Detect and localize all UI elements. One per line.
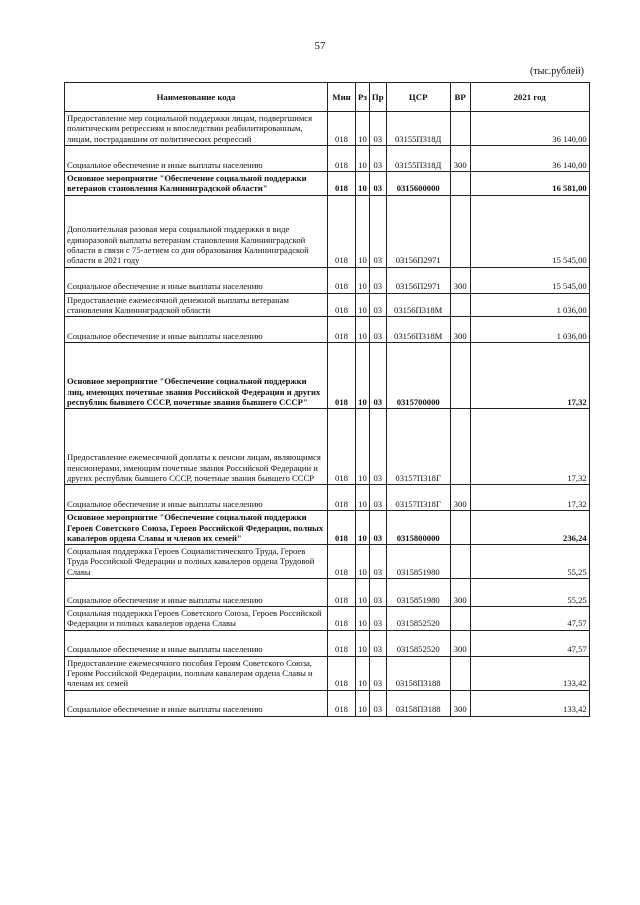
row-min: 018 xyxy=(328,171,356,195)
row-min: 018 xyxy=(328,195,356,267)
row-amount: 17,32 xyxy=(470,343,589,409)
row-amount: 133,42 xyxy=(470,656,589,690)
row-csr: 03157П318Г xyxy=(386,409,450,485)
row-min: 018 xyxy=(328,630,356,656)
row-csr: 03157П318Г xyxy=(386,485,450,511)
header-vr: ВР xyxy=(450,83,470,112)
row-pr: 03 xyxy=(369,545,386,579)
row-amount: 47,57 xyxy=(470,607,589,631)
row-amount: 15 545,00 xyxy=(470,195,589,267)
table-row xyxy=(65,145,590,171)
row-pr: 03 xyxy=(369,267,386,293)
row-csr: 03156П318М xyxy=(386,317,450,343)
row-vr xyxy=(450,195,470,267)
row-rz: 10 xyxy=(356,293,370,317)
row-rz: 10 xyxy=(356,690,370,716)
row-vr xyxy=(450,545,470,579)
row-rz: 10 xyxy=(356,485,370,511)
row-name: Социальное обеспечение и иные выплаты населению xyxy=(65,690,328,716)
row-rz: 10 xyxy=(356,545,370,579)
row-amount: 36 140,00 xyxy=(470,145,589,171)
row-amount: 16 581,00 xyxy=(470,171,589,195)
row-amount: 236,24 xyxy=(470,511,589,545)
row-amount: 17,32 xyxy=(470,485,589,511)
row-csr: 0315800000 xyxy=(386,511,450,545)
header-csr: ЦСР xyxy=(386,83,450,112)
row-vr: 300 xyxy=(450,630,470,656)
row-csr: 0315851980 xyxy=(386,545,450,579)
table-row xyxy=(65,630,590,656)
row-name: Основное мероприятие "Обеспечение социальной поддержки ветеранов становления Калининградской области" xyxy=(65,171,328,195)
row-csr: 0315600000 xyxy=(386,171,450,195)
header-rz: Рз xyxy=(356,83,370,112)
row-min: 018 xyxy=(328,690,356,716)
budget-table xyxy=(64,82,590,717)
row-amount: 36 140,00 xyxy=(470,112,589,146)
row-vr xyxy=(450,656,470,690)
row-name: Социальное обеспечение и иные выплаты населению xyxy=(65,317,328,343)
table-row xyxy=(65,579,590,607)
row-rz: 10 xyxy=(356,112,370,146)
table-row xyxy=(65,171,590,195)
row-vr xyxy=(450,511,470,545)
row-pr: 03 xyxy=(369,485,386,511)
table-row xyxy=(65,511,590,545)
table-row xyxy=(65,545,590,579)
row-name: Социальная поддержка Героев Социалистического Труда, Героев Труда Российской Федерации и полных кавалеров ордена Трудовой Славы xyxy=(65,545,328,579)
row-min: 018 xyxy=(328,112,356,146)
table-row xyxy=(65,690,590,716)
row-pr: 03 xyxy=(369,630,386,656)
row-vr xyxy=(450,112,470,146)
row-vr: 300 xyxy=(450,579,470,607)
row-name: Предоставление ежемесячной доплаты к пенсии лицам, являющимся пенсионерами, имеющим почетные звания Российской Федерации и других республик бывшего СССР, почетные звания бывшего СССР xyxy=(65,409,328,485)
row-min: 018 xyxy=(328,409,356,485)
row-min: 018 xyxy=(328,317,356,343)
row-pr: 03 xyxy=(369,607,386,631)
row-name: Социальное обеспечение и иные выплаты населению xyxy=(65,485,328,511)
row-pr: 03 xyxy=(369,293,386,317)
unit-label: (тыс.рублей) xyxy=(529,66,584,77)
row-name: Социальное обеспечение и иные выплаты населению xyxy=(65,267,328,293)
row-amount: 47,57 xyxy=(470,630,589,656)
row-pr: 03 xyxy=(369,195,386,267)
header-year: 2021 год xyxy=(470,83,589,112)
row-csr: 03156П318М xyxy=(386,293,450,317)
row-rz: 10 xyxy=(356,343,370,409)
row-name: Основное мероприятие "Обеспечение социальной поддержки Героев Советского Союза, Героев Российской Федерации, полных кавалеров ордена Славы и членов их семей" xyxy=(65,511,328,545)
row-csr: 0315700000 xyxy=(386,343,450,409)
row-amount: 1 036,00 xyxy=(470,293,589,317)
row-name: Предоставление ежемесячной денежной выплаты ветеранам становления Калининградской области xyxy=(65,293,328,317)
row-rz: 10 xyxy=(356,656,370,690)
row-csr: 03158П3188 xyxy=(386,690,450,716)
table-row xyxy=(65,656,590,690)
row-rz: 10 xyxy=(356,317,370,343)
row-rz: 10 xyxy=(356,409,370,485)
table-row xyxy=(65,343,590,409)
row-rz: 10 xyxy=(356,195,370,267)
row-amount: 55,25 xyxy=(470,545,589,579)
row-min: 018 xyxy=(328,607,356,631)
header-min: Мин xyxy=(328,83,356,112)
row-name: Социальное обеспечение и иные выплаты населению xyxy=(65,145,328,171)
row-min: 018 xyxy=(328,485,356,511)
row-amount: 133,42 xyxy=(470,690,589,716)
row-name: Основное мероприятие "Обеспечение социальной поддержки лиц, имеющих почетные звания Российской Федерации и других республик бывшего СССР, почетные звания бывшего СССР" xyxy=(65,343,328,409)
row-pr: 03 xyxy=(369,690,386,716)
row-amount: 17,32 xyxy=(470,409,589,485)
row-pr: 03 xyxy=(369,409,386,485)
row-name: Предоставление ежемесячного пособия Героям Советского Союза, Героям Российской Федерации, полным кавалерам ордена Славы и членам их семей xyxy=(65,656,328,690)
row-rz: 10 xyxy=(356,630,370,656)
row-rz: 10 xyxy=(356,267,370,293)
table-row xyxy=(65,607,590,631)
row-min: 018 xyxy=(328,145,356,171)
row-vr: 300 xyxy=(450,145,470,171)
row-csr: 03158П3188 xyxy=(386,656,450,690)
table-row xyxy=(65,293,590,317)
row-amount: 15 545,00 xyxy=(470,267,589,293)
row-pr: 03 xyxy=(369,343,386,409)
row-name: Дополнительная разовая мера социальной поддержки в виде единоразовой выплаты ветеранам становления Калининградской области в связи с 75-летием со дня образования Калининградской области в 2021 году xyxy=(65,195,328,267)
table-row xyxy=(65,409,590,485)
row-vr xyxy=(450,343,470,409)
page-number: 57 xyxy=(314,40,326,52)
row-min: 018 xyxy=(328,293,356,317)
row-name: Предоставление мер социальной поддержки лицам, подвергшимся политическим репрессиям и впоследствии реабилитированным, лицам, пострадавшим от политических репрессий xyxy=(65,112,328,146)
row-min: 018 xyxy=(328,511,356,545)
row-rz: 10 xyxy=(356,511,370,545)
header-pr: Пр xyxy=(369,83,386,112)
row-csr: 03155П318Д xyxy=(386,145,450,171)
row-rz: 10 xyxy=(356,171,370,195)
row-pr: 03 xyxy=(369,145,386,171)
row-amount: 55,25 xyxy=(470,579,589,607)
row-name: Социальная поддержка Героев Советского Союза, Героев Российской Федерации и полных кавалеров ордена Славы xyxy=(65,607,328,631)
table-row xyxy=(65,267,590,293)
row-vr: 300 xyxy=(450,317,470,343)
row-csr: 03156П2971 xyxy=(386,267,450,293)
row-csr: 03156П2971 xyxy=(386,195,450,267)
row-rz: 10 xyxy=(356,607,370,631)
row-vr xyxy=(450,171,470,195)
row-pr: 03 xyxy=(369,112,386,146)
row-vr: 300 xyxy=(450,690,470,716)
row-csr: 0315852520 xyxy=(386,607,450,631)
table-row xyxy=(65,112,590,146)
row-csr: 0315852520 xyxy=(386,630,450,656)
row-min: 018 xyxy=(328,343,356,409)
table-row xyxy=(65,485,590,511)
row-min: 018 xyxy=(328,579,356,607)
table-row xyxy=(65,195,590,267)
header-name: Наименование кода xyxy=(65,83,328,112)
row-csr: 03155П318Д xyxy=(386,112,450,146)
row-min: 018 xyxy=(328,545,356,579)
row-name: Социальное обеспечение и иные выплаты населению xyxy=(65,630,328,656)
row-vr: 300 xyxy=(450,485,470,511)
row-vr xyxy=(450,293,470,317)
row-min: 018 xyxy=(328,656,356,690)
row-min: 018 xyxy=(328,267,356,293)
table-row xyxy=(65,317,590,343)
row-vr xyxy=(450,409,470,485)
row-rz: 10 xyxy=(356,579,370,607)
row-amount: 1 036,00 xyxy=(470,317,589,343)
row-vr: 300 xyxy=(450,267,470,293)
row-pr: 03 xyxy=(369,579,386,607)
row-name: Социальное обеспечение и иные выплаты населению xyxy=(65,579,328,607)
row-pr: 03 xyxy=(369,171,386,195)
table-header-row xyxy=(65,83,590,112)
row-vr xyxy=(450,607,470,631)
row-pr: 03 xyxy=(369,317,386,343)
row-pr: 03 xyxy=(369,511,386,545)
row-csr: 0315851980 xyxy=(386,579,450,607)
row-pr: 03 xyxy=(369,656,386,690)
row-rz: 10 xyxy=(356,145,370,171)
